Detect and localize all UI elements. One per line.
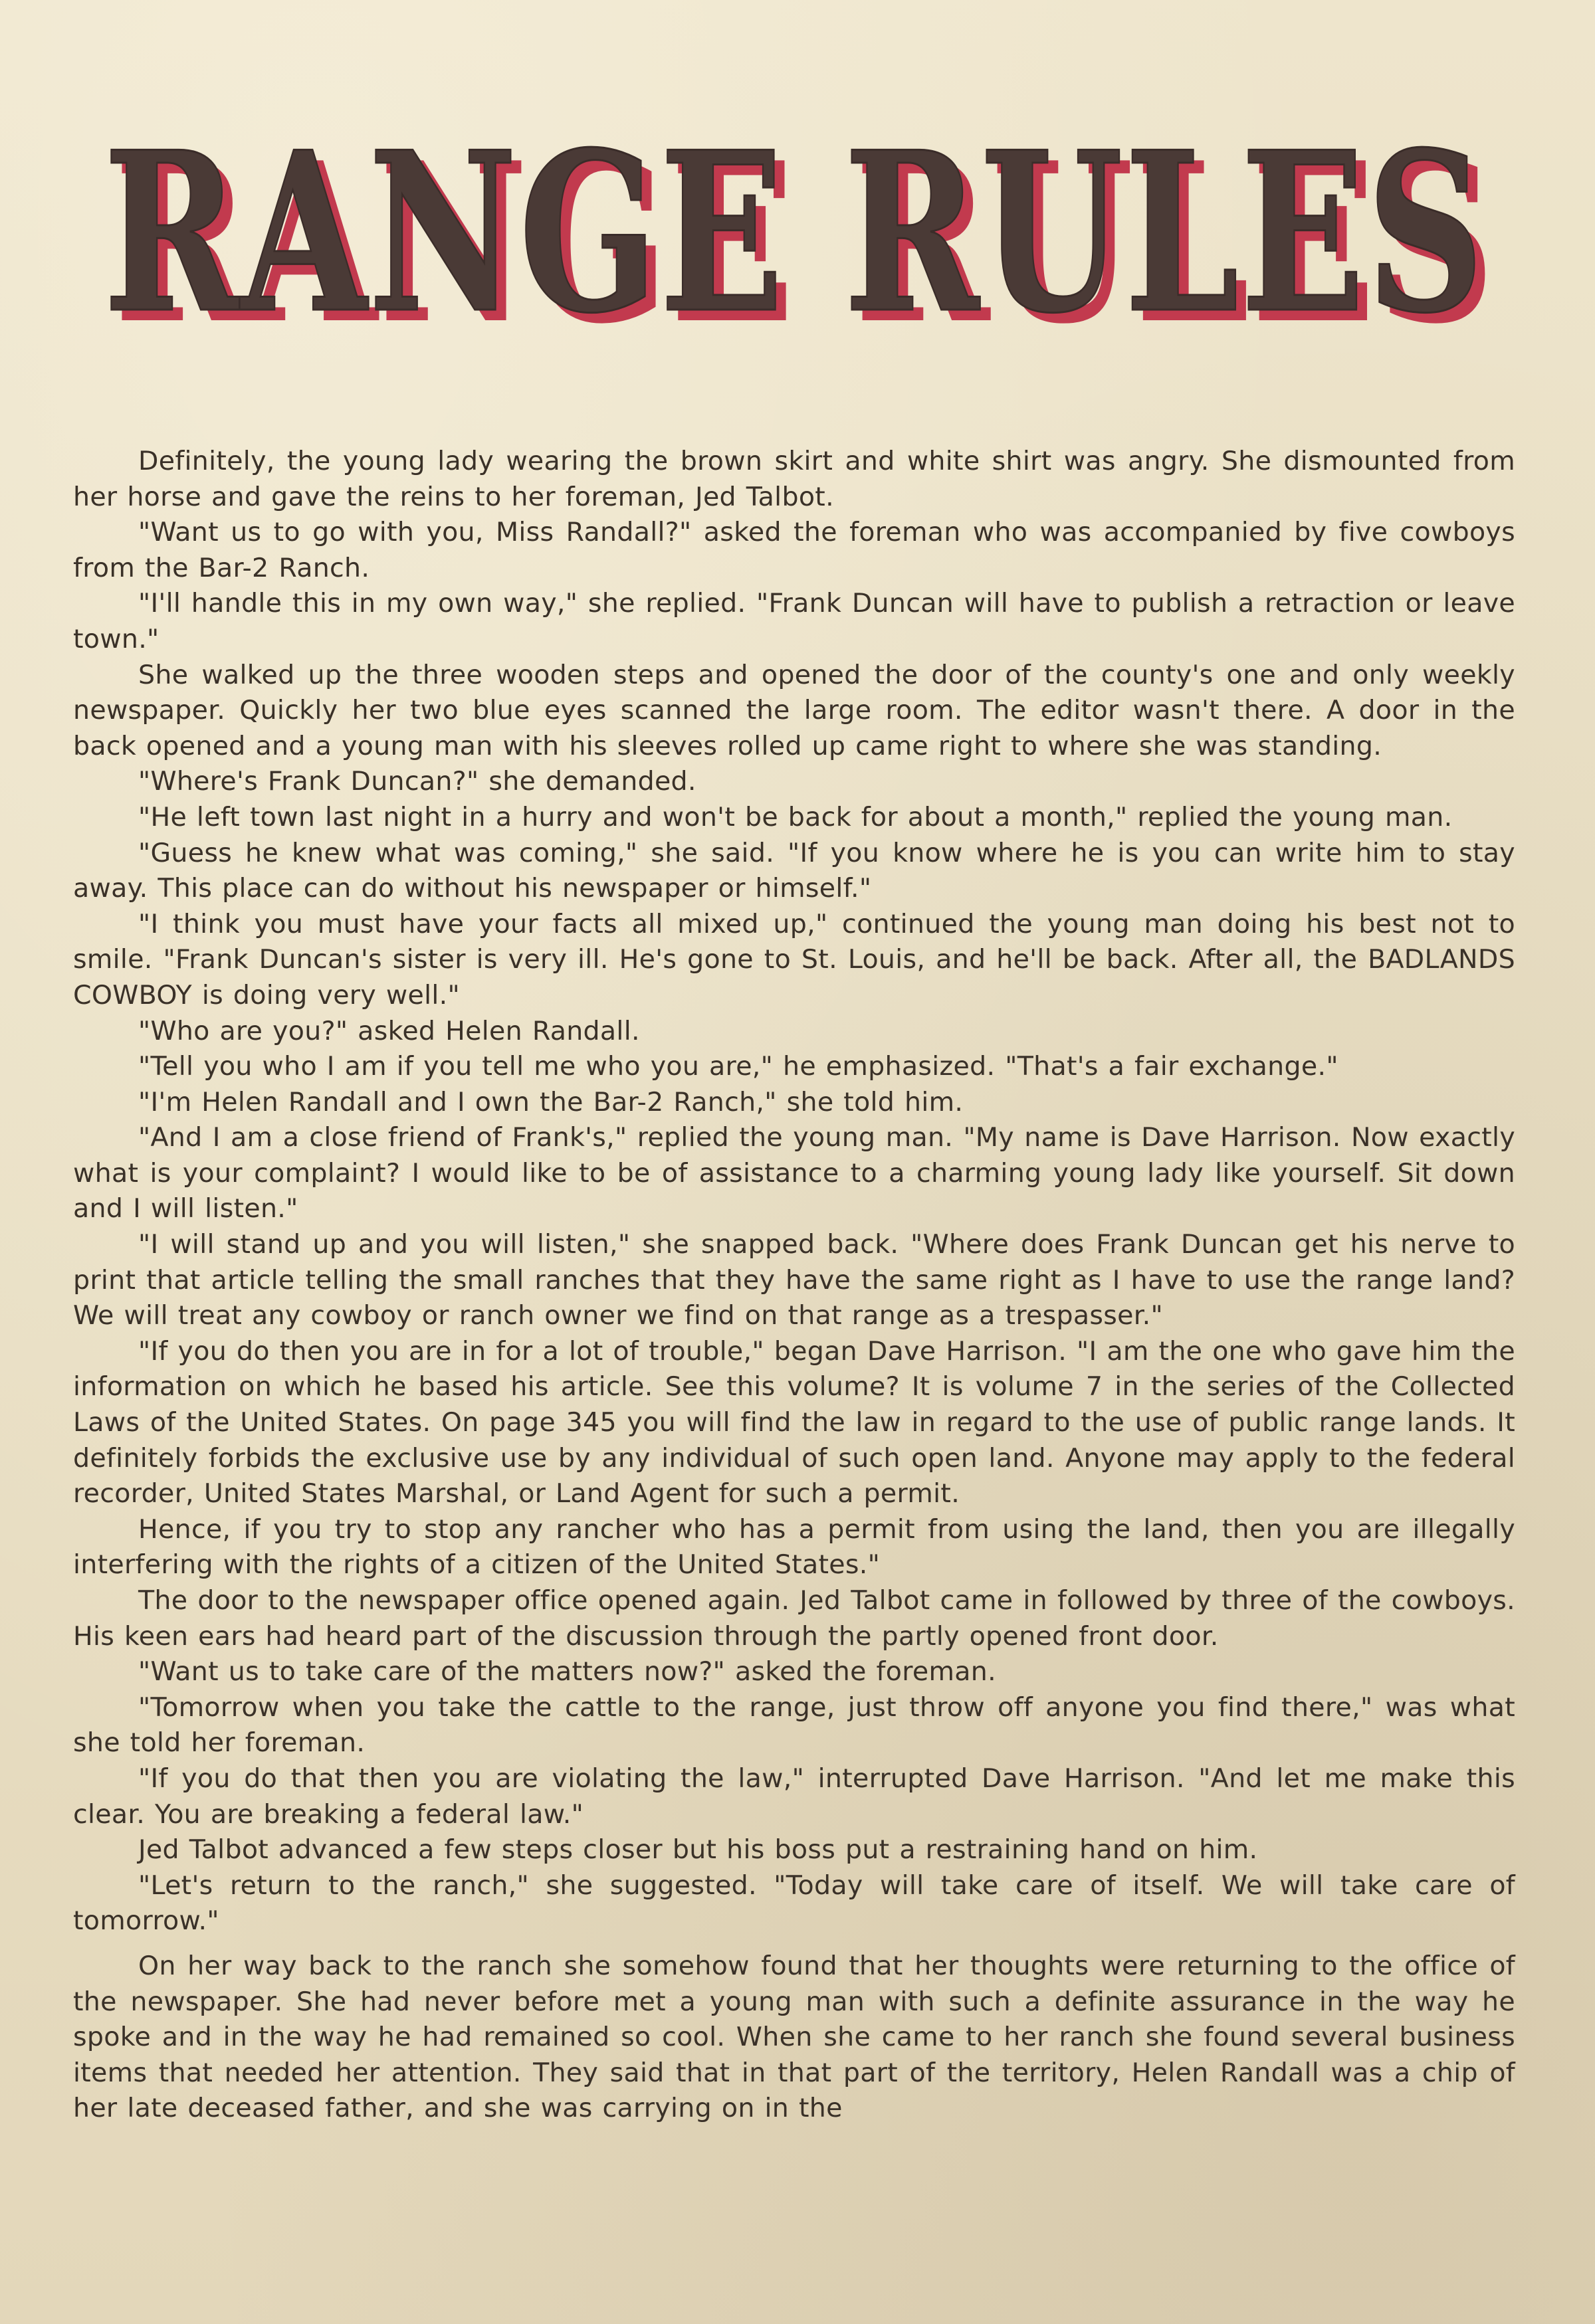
story-paragraph: On her way back to the ranch she somehow found that her thoughts were returning to the office of the newspaper. She had never before met a young man with such a definite assurance in the way he spoke and in the way he had remained so cool. When she came to her ranch she found several business items that needed her attention. They said that in that part of the territory, Helen Randall was a chip of her late deceased father, and she was carrying on in the [73,1950,1515,2124]
story-paragraph: "I'll handle this in my own way," she replied. "Frank Duncan will have to publish a retraction or leave town." [73,588,1515,654]
story-paragraph: "Tomorrow when you take the cattle to the range, just throw off anyone you find there," was what she told her foreman. [73,1692,1515,1759]
story-paragraph: "I think you must have your facts all mixed up," continued the young man doing his best not to smile. "Frank Duncan's sister is very ill. He's gone to St. Louis, and he'll be back. After all, the BADLANDS COWBOY is doing very well." [73,908,1515,1011]
story-paragraph: She walked up the three wooden steps and opened the door of the county's one and only weekly newspaper. Quickly her two blue eyes scanned the large room. The editor wasn't there. A door in the back opened and a young man with his sleeves rolled up came right to where she was standing. [73,659,1515,761]
story-paragraph: Hence, if you try to stop any rancher who has a permit from using the land, then you are illegally interfering with the rights of a citizen of the United States." [73,1513,1515,1581]
story-paragraph: "Want us to take care of the matters now?" asked the foreman. [138,1656,996,1688]
title-graphic [0,47,1595,365]
story-paragraph: "And I am a close friend of Frank's," replied the young man. "My name is Dave Harrison. Now exactly what is your complaint? I would like to be of assistance to a charming young lady like yourself. Sit down and I will listen." [73,1122,1515,1224]
story-paragraph: The door to the newspaper office opened again. Jed Talbot came in followed by three of the cowboys. His keen ears had heard part of the discussion through the partly opened front door. [73,1585,1515,1652]
story-paragraph: "I will stand up and you will listen," she snapped back. "Where does Frank Duncan get his nerve to print that article telling the small ranches that they have the same right as I have to use the range land? We will treat any cowboy or ranch owner we find on that range as a trespasser." [73,1229,1515,1331]
story-paragraph: "Who are you?" asked Helen Randall. [138,1015,640,1046]
story-paragraph: "Where's Frank Duncan?" she demanded. [138,766,696,797]
story-paragraph: "Want us to go with you, Miss Randall?" asked the foreman who was accompanied by five cowboys from the Bar-2 Ranch. [73,517,1515,583]
title-shadow: RANGE RULES [114,114,1497,365]
story-paragraph: "He left town last night in a hurry and won't be back for about a month," replied the young man. [138,801,1453,832]
story-body [73,444,1515,2127]
title-text: RANGE RULES [104,104,1486,361]
story-paragraph: "Let's return to the ranch," she suggested. "Today will take care of itself. We will take care of tomorrow." [73,1870,1515,1937]
story-paragraph: "If you do that then you are violating the law," interrupted Dave Harrison. "And let me make this clear. You are breaking a federal law." [73,1763,1515,1830]
story-paragraph: Definitely, the young lady wearing the brown skirt and white shirt was angry. She dismounted from her horse and gave the reins to her foreman, Jed Talbot. [73,446,1515,512]
story-paragraph: "Tell you who I am if you tell me who you are," he emphasized. "That's a fair exchange." [138,1051,1338,1082]
story-paragraph: "I'm Helen Randall and I own the Bar-2 Ranch," she told him. [138,1086,964,1117]
story-paragraph: "Guess he knew what was coming," she said. "If you know where he is you can write him to stay away. This place can do without his newspaper or himself." [73,837,1515,904]
story-title [0,47,1595,365]
story-paragraph: "If you do then you are in for a lot of trouble," began Dave Harrison. "I am the one who gave him the information on which he based his article. See this volume? It is volume 7 in the series of the Collected Laws of the United States. On page 345 you will find the law in regard to the use of public range lands. It definitely forbids the exclusive use by any individual of such open land. Anyone may apply to the federal recorder, United States Marshal, or Land Agent for such a permit. [73,1335,1515,1509]
story-paragraph: Jed Talbot advanced a few steps closer but his boss put a restraining hand on him. [138,1834,1258,1866]
